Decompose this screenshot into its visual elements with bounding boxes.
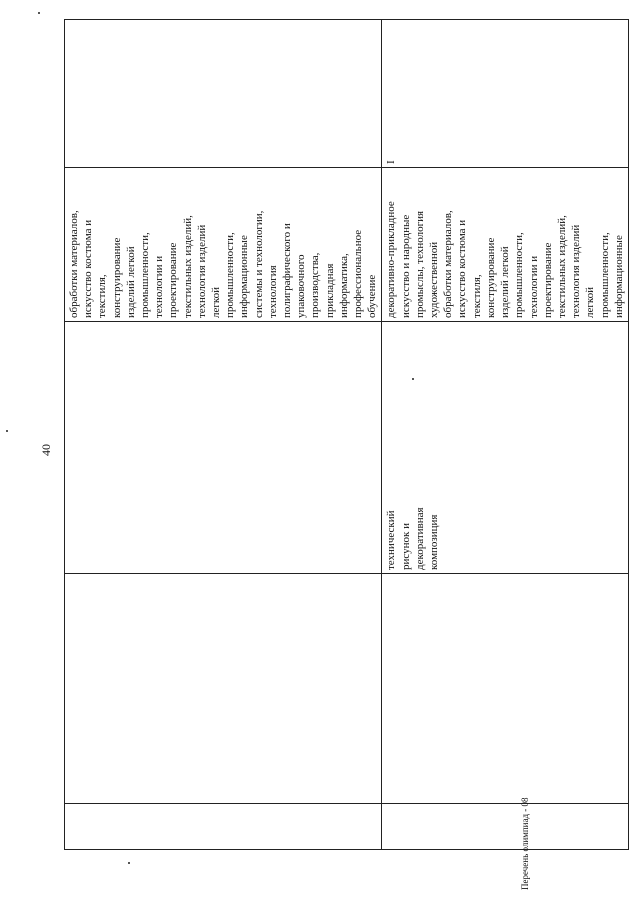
table-cell: обработки материалов, искусство костюма и текстиля, конструирование изделий легкой промышленности, технологии и проектирование текстильных изделий, технология изделий легкой промышленности, информационные системы и технологии, технология полиграфического и упаковочного производства, прикладная информатика, профессиональное обучение xyxy=(65,168,382,322)
table-cell xyxy=(65,804,382,850)
scan-speck xyxy=(38,12,40,14)
table-cell xyxy=(382,574,628,804)
table-cell xyxy=(65,574,382,804)
olympiad-table xyxy=(64,19,629,850)
scan-speck xyxy=(128,862,130,864)
table-cell: I xyxy=(382,20,628,168)
table-cell: декоративно-прикладное искусство и народные промыслы, технология художественной обработки материалов, искусство костюма и текстиля, конструирование изделий легкой промышленности, технологии и проектирование текстильных изделий, технология изделий легкой промышленности, информационные xyxy=(382,168,628,322)
page-number: 40 xyxy=(39,444,53,456)
table-cell xyxy=(382,804,628,850)
scan-speck xyxy=(412,378,414,380)
table-row xyxy=(382,20,628,850)
scan-speck xyxy=(6,430,8,432)
page-footer: Перечень олимпиад - 08 xyxy=(520,797,530,890)
table-cell xyxy=(65,20,382,168)
table-cell: технический рисунок и декоративная композиция xyxy=(382,322,628,574)
table-cell xyxy=(65,322,382,574)
table-row xyxy=(65,20,382,850)
